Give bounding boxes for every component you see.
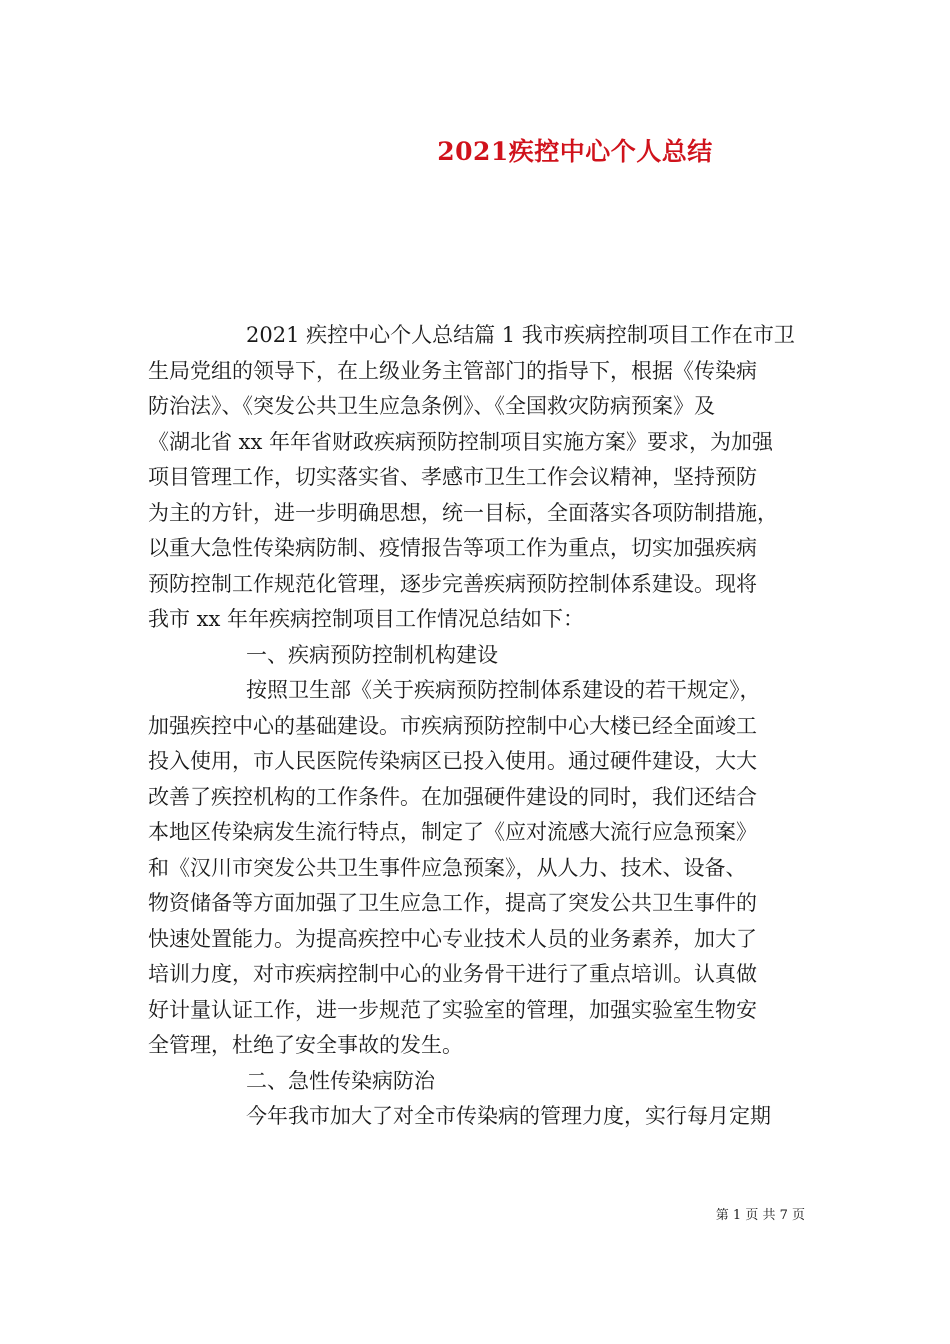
paragraph-line: 防治法》、《突发公共卫生应急条例》、《全国救灾防病预案》及 bbox=[148, 394, 715, 418]
paragraph-line: 本地区传染病发生流行特点，制定了《应对流感大流行应急预案》 bbox=[148, 820, 757, 844]
section-heading: 一、疾病预防控制机构建设 bbox=[246, 642, 498, 667]
document-body bbox=[148, 318, 808, 1135]
paragraph-line: 预防控制工作规范化管理，逐步完善疾病预防控制体系建设。现将 bbox=[148, 571, 757, 596]
paragraph-line: 生局党组的领导下，在上级业务主管部门的指导下，根据《传染病 bbox=[148, 358, 757, 383]
paragraph-line: 改善了疾控机构的工作条件。在加强硬件建设的同时，我们还结合 bbox=[148, 784, 757, 809]
section-heading: 二、急性传染病防治 bbox=[246, 1068, 435, 1093]
paragraph-line: 加强疾控中心的基础建设。市疾病预防控制中心大楼已经全面竣工 bbox=[148, 713, 757, 738]
paragraph-line: 我市 xx 年年疾病控制项目工作情况总结如下： bbox=[148, 607, 585, 631]
paragraph-line: 好计量认证工作，进一步规范了实验室的管理，加强实验室生物安 bbox=[148, 997, 757, 1022]
paragraph-line: 全管理，杜绝了安全事故的发生。 bbox=[148, 1033, 463, 1057]
paragraph-line: 2021 疾控中心个人总结篇 1 我市疾病控制项目工作在市卫 bbox=[246, 323, 795, 347]
paragraph-line: 物资储备等方面加强了卫生应急工作，提高了突发公共卫生事件的 bbox=[148, 891, 757, 915]
paragraph-line: 今年我市加大了对全市传染病的管理力度，实行每月定期 bbox=[246, 1104, 771, 1128]
page-number-footer: 第 1 页 共 7 页 bbox=[715, 1208, 805, 1223]
paragraph-line: 投入使用，市人民医院传染病区已投入使用。通过硬件建设，大大 bbox=[148, 749, 757, 773]
document-title: 2021疾控中心个人总结 bbox=[437, 137, 713, 166]
paragraph-line: 《湖北省 xx 年年省财政疾病预防控制项目实施方案》要求，为加强 bbox=[148, 429, 774, 454]
paragraph-line: 快速处置能力。为提高疾控中心专业技术人员的业务素养，加大了 bbox=[148, 926, 757, 951]
paragraph-line: 项目管理工作，切实落实省、孝感市卫生工作会议精神，坚持预防 bbox=[148, 465, 757, 489]
paragraph-line: 按照卫生部《关于疾病预防控制体系建设的若干规定》， bbox=[246, 678, 761, 702]
paragraph-line: 为主的方针，进一步明确思想，统一目标，全面落实各项防制措施， bbox=[148, 500, 778, 525]
paragraph-line: 培训力度，对市疾病控制中心的业务骨干进行了重点培训。认真做 bbox=[148, 962, 757, 986]
paragraph-line: 以重大急性传染病防制、疫情报告等项工作为重点，切实加强疾病 bbox=[148, 536, 757, 560]
paragraph-line: 和《汉川市突发公共卫生事件应急预案》，从人力、技术、设备、 bbox=[148, 855, 747, 880]
